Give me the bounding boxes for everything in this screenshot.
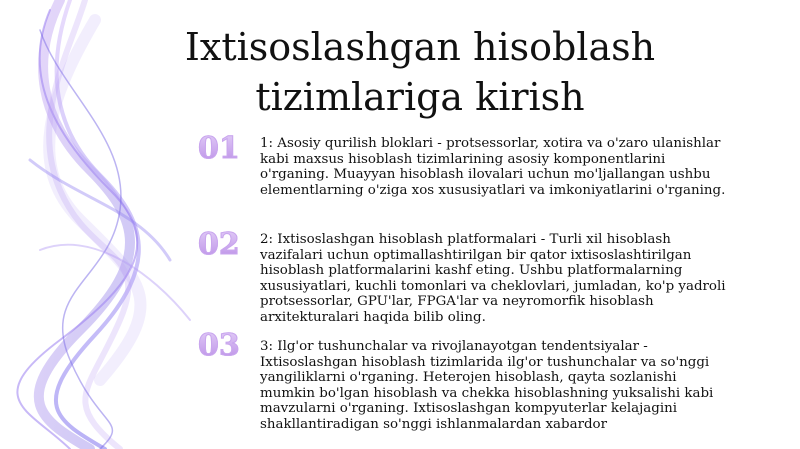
item-number: 02 <box>198 228 250 262</box>
slide-title: Ixtisoslashgan hisoblash tizimlariga kirish <box>184 25 656 119</box>
item-text: 2: Ixtisoslashgan hisoblash platformalari - Turli xil hisoblash vazifalari uchun optimallashtirilgan bir qator ixtisoslashtirilgan hisoblash platformalarini kashf eting. Ushbu platformalarning xususiyatlari, kuchli tomonlari va cheklovlari, jumladan, ko'p yadroli protsessorlar, GPU'lar, FPGA'lar va neyromorfik hisoblash arxitekturalari haqida bilib oling. <box>260 232 726 325</box>
item-number: 01 <box>198 132 250 166</box>
item-text: 1: Asosiy qurilish bloklari - protsessorlar, xotira va o'zaro ulanishlar kabi maxsus hisoblash tizimlarining asosiy komponentlarini o'rganing. Muayyan hisoblash ilovalari uchun mo'ljallangan ushbu elementlarning o'ziga xos xususiyatlari va imkoniyatlarini o'rganing. <box>260 136 726 198</box>
item-text: 3: Ilg'or tushunchalar va rivojlanayotgan tendentsiyalar - Ixtisoslashgan hisoblash tizimlarida ilg'or tushunchalar va so'nggi yangiliklarni o'rganing. Heterojen hisoblash, qayta sozlanishi mumkin bo'lgan hisoblash va chekka hisoblashning yuksalishi kabi mavzularni o'rganing. Ixtisoslashgan kompyuterlar kelajagini shakllantiradigan so'nggi ishlanmalardan xabardor <box>260 339 714 432</box>
item-number: 03 <box>198 329 250 363</box>
